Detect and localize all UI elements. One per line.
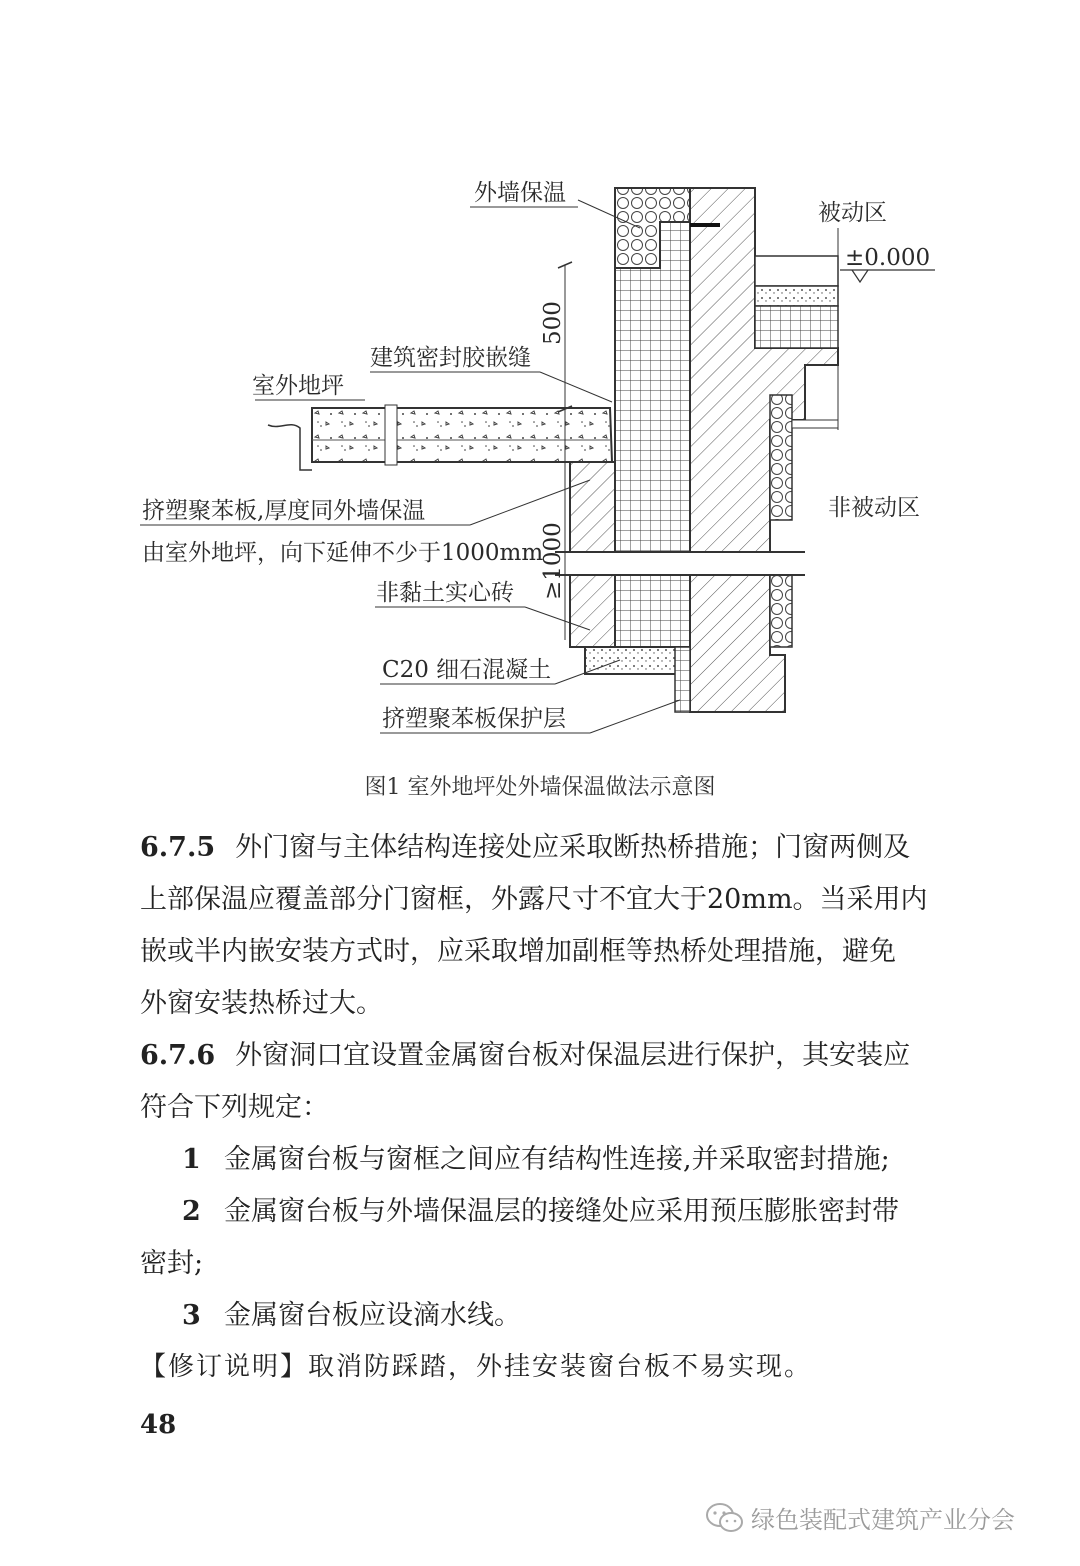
item-text: 金属窗台板应设滴水线。 [224, 1300, 521, 1331]
item-number: 3 [182, 1300, 201, 1331]
list-item [140, 1134, 942, 1186]
label-xps-protect: 挤塑聚苯板保护层 [382, 706, 566, 732]
section-line [140, 822, 942, 874]
item-number: 1 [182, 1144, 201, 1175]
label-elevation: ±0.000 [845, 245, 931, 271]
label-concrete: C20 细石混凝土 [382, 657, 552, 683]
wall-insulation-detail-diagram [0, 0, 1080, 760]
section-6-7-6 [140, 1030, 942, 1134]
wechat-icon [705, 1501, 745, 1535]
label-passive-zone: 被动区 [818, 200, 887, 226]
list-item [140, 1290, 942, 1342]
item-text-continued: 密封; [140, 1248, 204, 1279]
section-text: 上部保温应覆盖部分门窗框，外露尺寸不宜大于20mm。当采用内 [140, 884, 928, 915]
watermark-text: 绿色装配式建筑产业分会 [751, 1506, 1015, 1534]
label-wall-insulation: 外墙保温 [474, 180, 566, 206]
page-number: 48 [140, 1410, 177, 1440]
section-text: 符合下列规定： [140, 1092, 329, 1123]
revision-note: 【修订说明】取消防踩踏，外挂安装窗台板不易实现。 [140, 1352, 813, 1382]
dim-1000-label: ≥1000 [540, 522, 566, 600]
section-text: 外门窗与主体结构连接处应采取断热桥措施；门窗两侧及 [235, 832, 911, 863]
item-text: 金属窗台板与外墙保温层的接缝处应采用预压膨胀密封带 [224, 1196, 899, 1227]
item-text: 金属窗台板与窗框之间应有结构性连接,并采取密封措施; [224, 1144, 890, 1175]
label-extend-down: 由室外地坪，向下延伸不少于1000mm [142, 540, 544, 566]
section-number: 6.7.5 [140, 832, 216, 863]
section-text: 外窗洞口宜设置金属窗台板对保温层进行保护，其安装应 [235, 1040, 911, 1071]
label-outdoor-ground: 室外地坪 [252, 373, 344, 399]
figure-caption: 图1 室外地坪处外墙保温做法示意图 [364, 775, 716, 800]
list-item [140, 1186, 942, 1290]
label-xps-board: 挤塑聚苯板,厚度同外墙保温 [142, 498, 426, 524]
label-sealant: 建筑密封胶嵌缝 [370, 345, 531, 371]
section-text: 外窗安装热桥过大。 [140, 988, 383, 1019]
section-line [140, 1030, 942, 1082]
section-text: 嵌或半内嵌安装方式时，应采取增加副框等热桥处理措施，避免 [140, 936, 896, 967]
section-6-7-5 [140, 822, 942, 1030]
label-non-passive-zone: 非被动区 [828, 495, 920, 521]
section-number: 6.7.6 [140, 1040, 216, 1071]
label-brick: 非黏土实心砖 [376, 580, 514, 606]
watermark [705, 1500, 1015, 1535]
dim-500-label: 500 [540, 301, 566, 345]
item-number: 2 [182, 1196, 201, 1227]
